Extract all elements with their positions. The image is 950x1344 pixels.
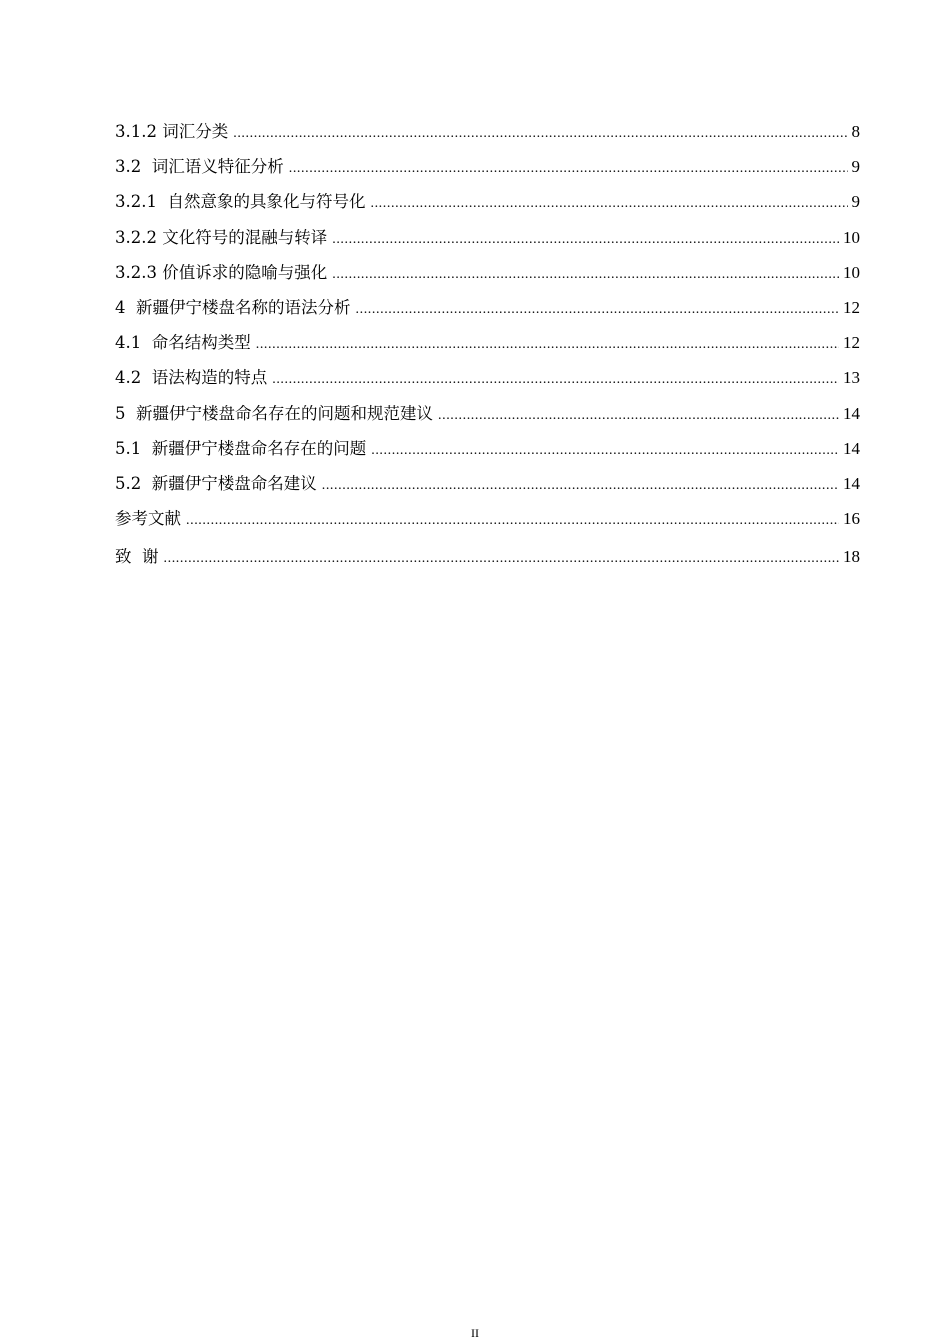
toc-entry-page: 16 bbox=[843, 509, 860, 529]
toc-entry-title: 3.1.2 词汇分类 bbox=[115, 122, 229, 141]
toc-entry-title: 参考文献 bbox=[115, 509, 181, 529]
toc-entry-title: 4 新疆伊宁楼盘名称的语法分析 bbox=[115, 297, 351, 317]
toc-entry-4-2[interactable] bbox=[115, 360, 860, 395]
toc-entry-title: 3.2.1 自然意象的具象化与符号化 bbox=[115, 192, 366, 212]
toc-entry-page: 12 bbox=[843, 297, 860, 317]
toc-entry-5[interactable] bbox=[115, 396, 860, 431]
toc-dot-leader bbox=[233, 116, 847, 151]
toc-entry-page: 9 bbox=[851, 192, 860, 212]
toc-entry-3-1-2[interactable] bbox=[115, 114, 860, 149]
toc-entry-title: 致 谢 bbox=[115, 547, 159, 567]
toc-dot-leader bbox=[256, 327, 839, 362]
toc-entry-5-1[interactable] bbox=[115, 431, 860, 466]
toc-entry-title: 5.2 新疆伊宁楼盘命名建议 bbox=[115, 473, 317, 493]
toc-entry-page: 8 bbox=[851, 122, 860, 141]
toc-entry-4[interactable] bbox=[115, 290, 860, 325]
toc-entry-page: 10 bbox=[843, 227, 860, 247]
toc-entry-title: 4.1 命名结构类型 bbox=[115, 333, 251, 353]
toc-entry-title: 3.2.3 价值诉求的隐喻与强化 bbox=[115, 262, 328, 282]
toc-entry-3-2-2[interactable] bbox=[115, 220, 860, 255]
toc-entry-title: 3.2 词汇语义特征分析 bbox=[115, 157, 284, 177]
toc-dot-leader bbox=[370, 186, 847, 221]
toc-entry-page: 13 bbox=[843, 368, 860, 388]
toc-entry-page: 10 bbox=[843, 262, 860, 282]
toc-entry-page: 14 bbox=[843, 403, 860, 423]
toc-entry-page: 14 bbox=[843, 438, 860, 458]
toc-entry-3-2-1[interactable] bbox=[115, 184, 860, 219]
toc-entry-page: 9 bbox=[851, 157, 860, 177]
toc-entry-3-2[interactable] bbox=[115, 149, 860, 184]
toc-entry-title: 4.2 语法构造的特点 bbox=[115, 368, 268, 388]
page-number: II bbox=[471, 1326, 479, 1340]
toc-entry-page: 12 bbox=[843, 333, 860, 353]
toc-dot-leader bbox=[332, 222, 839, 257]
toc-entry-title: 3.2.2 文化符号的混融与转译 bbox=[115, 227, 328, 247]
toc-dot-leader bbox=[186, 503, 839, 538]
toc-dot-leader bbox=[356, 292, 840, 327]
toc-entry-4-1[interactable] bbox=[115, 325, 860, 360]
toc-dot-leader bbox=[438, 398, 839, 433]
table-of-contents bbox=[115, 114, 860, 576]
toc-dot-leader bbox=[322, 468, 839, 503]
toc-entry-3-2-3[interactable] bbox=[115, 255, 860, 290]
toc-entry-title: 5.1 新疆伊宁楼盘命名存在的问题 bbox=[115, 438, 367, 458]
toc-entry-acknowledgements[interactable] bbox=[115, 538, 860, 576]
toc-dot-leader bbox=[371, 433, 839, 468]
toc-entry-page: 18 bbox=[843, 547, 860, 567]
toc-dot-leader bbox=[164, 540, 840, 578]
toc-dot-leader bbox=[272, 362, 839, 397]
toc-entry-5-2[interactable] bbox=[115, 466, 860, 501]
toc-dot-leader bbox=[289, 151, 848, 186]
toc-entry-references[interactable] bbox=[115, 501, 860, 536]
toc-entry-page: 14 bbox=[843, 473, 860, 493]
toc-dot-leader bbox=[332, 257, 839, 292]
toc-entry-title: 5 新疆伊宁楼盘命名存在的问题和规范建议 bbox=[115, 403, 433, 423]
